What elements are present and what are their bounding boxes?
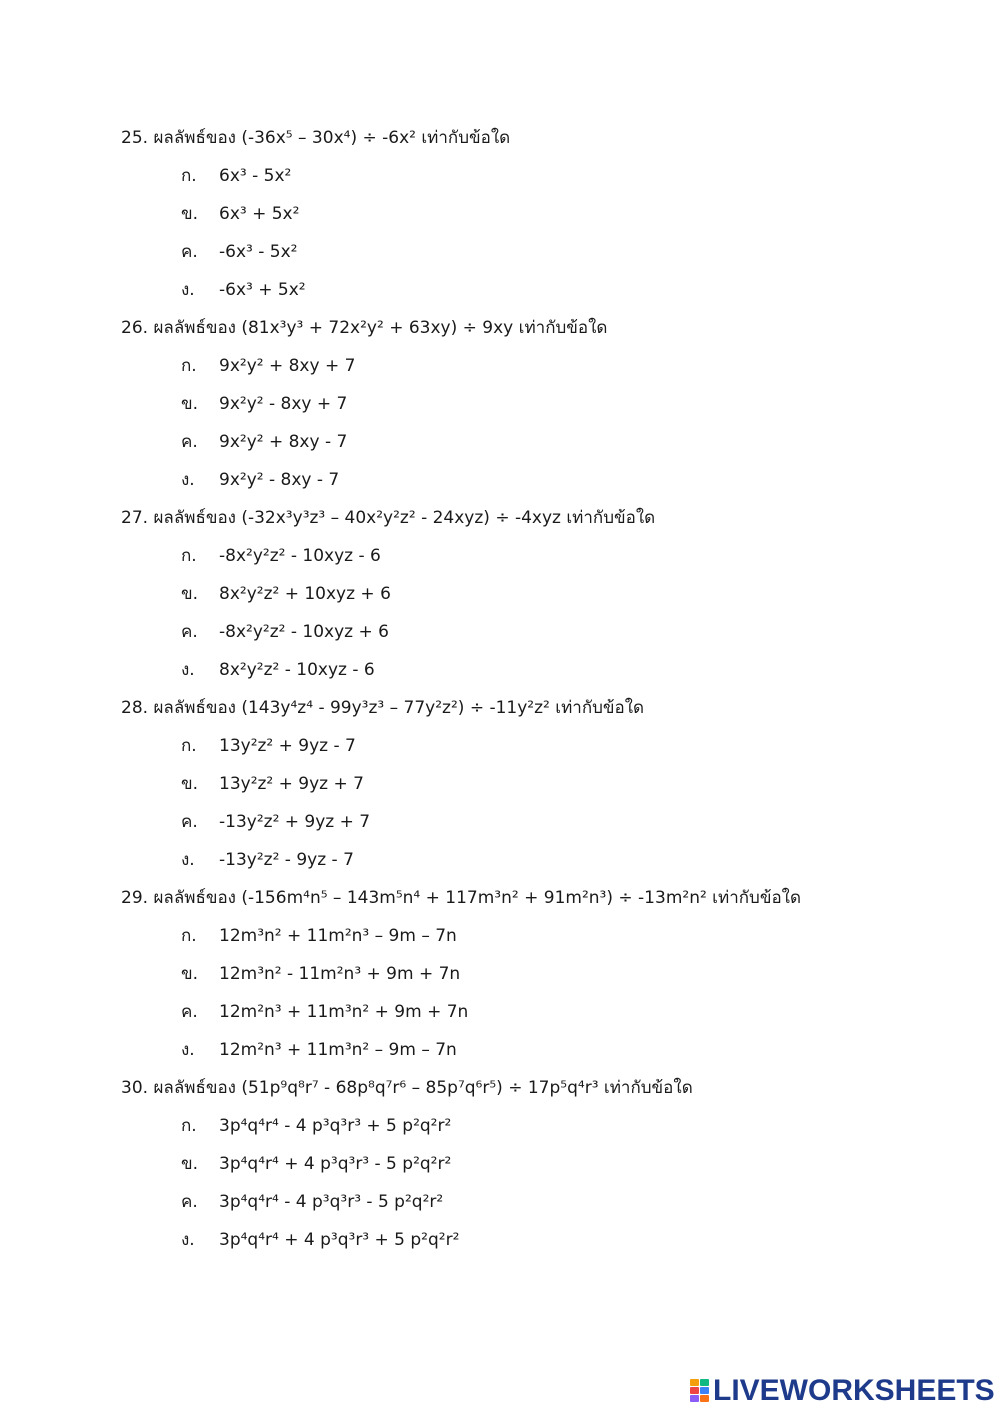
option-letter: ง. [181,1230,195,1250]
option-expression: 6x³ + 5x² [219,204,300,224]
question-text: 29. ผลลัพธ์ของ (-156m⁴n⁵ – 143m⁵n⁴ + 117m³n² + 91m²n³) ÷ -13m²n² เท่ากับข้อใด [121,888,801,908]
option-expression: 12m²n³ + 11m³n² + 9m + 7n [219,1002,469,1022]
logo-square [700,1379,709,1386]
logo-text: LIVEWORKSHEETS [713,1374,995,1407]
answer-option[interactable] [181,165,681,187]
option-letter: ค. [181,622,198,642]
option-letter: ก. [181,166,197,186]
option-letter: ค. [181,242,198,262]
answer-option[interactable] [181,469,681,491]
answer-option[interactable] [181,393,681,415]
option-letter: ง. [181,470,195,490]
option-letter: ก. [181,1116,197,1136]
option-letter: ข. [181,964,199,984]
option-letter: ก. [181,356,197,376]
answer-option[interactable] [181,1115,681,1137]
logo-square [690,1379,699,1386]
answer-option[interactable] [181,621,681,643]
answer-option[interactable] [181,735,681,757]
answer-option[interactable] [181,925,681,947]
option-letter: ก. [181,926,197,946]
option-expression: 8x²y²z² + 10xyz + 6 [219,584,391,604]
option-letter: ก. [181,546,197,566]
option-letter: ง. [181,1040,195,1060]
option-letter: ค. [181,432,198,452]
option-expression: -6x³ + 5x² [219,280,306,300]
option-letter: ก. [181,736,197,756]
logo-square [690,1387,699,1394]
logo-square [690,1395,699,1402]
question-text: 28. ผลลัพธ์ของ (143y⁴z⁴ - 99y³z³ – 77y²z²) ÷ -11y²z² เท่ากับข้อใด [121,698,645,718]
option-letter: ง. [181,660,195,680]
answer-option[interactable] [181,811,681,833]
answer-option[interactable] [181,849,681,871]
option-expression: 9x²y² + 8xy + 7 [219,356,356,376]
option-letter: ง. [181,850,195,870]
option-expression: 3p⁴q⁴r⁴ - 4 p³q³r³ + 5 p²q²r² [219,1116,452,1136]
liveworksheets-logo [690,1374,995,1408]
answer-option[interactable] [181,203,681,225]
answer-option[interactable] [181,1001,681,1023]
answer-option[interactable] [181,279,681,301]
option-expression: 13y²z² + 9yz + 7 [219,774,364,794]
logo-square [700,1387,709,1394]
option-letter: ข. [181,204,199,224]
option-letter: ข. [181,584,199,604]
answer-option[interactable] [181,431,681,453]
option-expression: 3p⁴q⁴r⁴ + 4 p³q³r³ + 5 p²q²r² [219,1230,460,1250]
answer-option[interactable] [181,963,681,985]
option-expression: -8x²y²z² - 10xyz - 6 [219,546,381,566]
question-text: 26. ผลลัพธ์ของ (81x³y³ + 72x²y² + 63xy) ÷ 9xy เท่ากับข้อใด [121,318,608,338]
option-expression: -13y²z² - 9yz - 7 [219,850,354,870]
option-expression: -13y²z² + 9yz + 7 [219,812,371,832]
option-letter: ง. [181,280,195,300]
option-letter: ข. [181,1154,199,1174]
option-expression: 12m³n² + 11m²n³ – 9m – 7n [219,926,457,946]
answer-option[interactable] [181,1191,681,1213]
question-text: 30. ผลลัพธ์ของ (51p⁹q⁸r⁷ - 68p⁸q⁷r⁶ – 85p⁷q⁶r⁵) ÷ 17p⁵q⁴r³ เท่ากับข้อใด [121,1078,693,1098]
option-expression: 3p⁴q⁴r⁴ + 4 p³q³r³ - 5 p²q²r² [219,1154,452,1174]
option-letter: ค. [181,812,198,832]
option-letter: ค. [181,1002,198,1022]
answer-option[interactable] [181,1153,681,1175]
answer-option[interactable] [181,1039,681,1061]
option-expression: 9x²y² + 8xy - 7 [219,432,348,452]
answer-option[interactable] [181,1229,681,1251]
option-letter: ข. [181,394,199,414]
option-expression: -8x²y²z² - 10xyz + 6 [219,622,389,642]
option-expression: 3p⁴q⁴r⁴ - 4 p³q³r³ - 5 p²q²r² [219,1192,444,1212]
option-expression: 13y²z² + 9yz - 7 [219,736,356,756]
option-letter: ค. [181,1192,198,1212]
answer-option[interactable] [181,355,681,377]
answer-option[interactable] [181,583,681,605]
option-expression: 6x³ - 5x² [219,166,292,186]
answer-option[interactable] [181,545,681,567]
option-expression: 12m²n³ + 11m³n² – 9m – 7n [219,1040,457,1060]
answer-option[interactable] [181,659,681,681]
logo-square [700,1395,709,1402]
option-expression: -6x³ - 5x² [219,242,298,262]
logo-grid-icon [690,1379,709,1403]
option-expression: 9x²y² - 8xy + 7 [219,394,348,414]
question-text: 27. ผลลัพธ์ของ (-32x³y³z³ – 40x²y²z² - 24xyz) ÷ -4xyz เท่ากับข้อใด [121,508,656,528]
option-expression: 12m³n² - 11m²n³ + 9m + 7n [219,964,461,984]
answer-option[interactable] [181,773,681,795]
option-expression: 9x²y² - 8xy - 7 [219,470,340,490]
answer-option[interactable] [181,241,681,263]
option-letter: ข. [181,774,199,794]
option-expression: 8x²y²z² - 10xyz - 6 [219,660,375,680]
question-text: 25. ผลลัพธ์ของ (-36x⁵ – 30x⁴) ÷ -6x² เท่ากับข้อใด [121,128,511,148]
